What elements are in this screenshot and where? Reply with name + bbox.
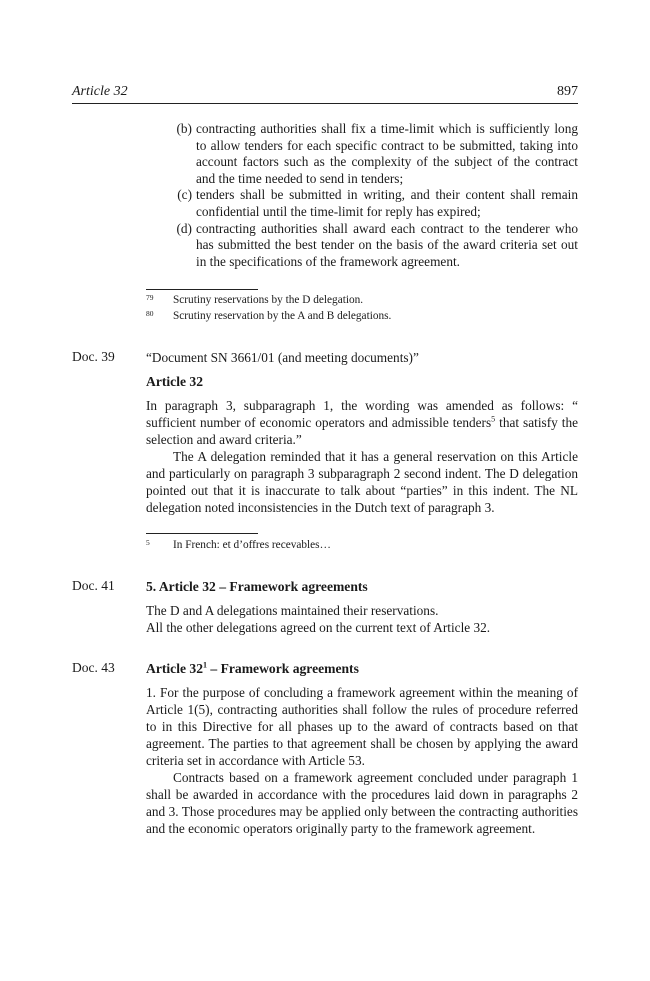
footnote-ref: 5 (491, 414, 496, 424)
doc43-heading-text-end: – Framework agreements (207, 661, 359, 676)
list-item-label: (d) (176, 220, 192, 236)
running-title: Article 32 (72, 84, 128, 99)
doc39-p1-text: In paragraph 3, subparagraph 1, the wording was amended as follows: “ sufficient number of economic operators and admissible tenders (146, 398, 578, 430)
page-number: 897 (557, 84, 578, 99)
doc41-line-1: The D and A delegations maintained their reservations. (146, 603, 439, 618)
enumerated-list (146, 121, 578, 270)
footnote-rule (146, 533, 258, 534)
footnote-number: 5 (146, 538, 150, 547)
doc43-heading-text: Article 32 (146, 661, 203, 676)
footnote-number: 79 (146, 293, 154, 302)
doc41-heading: 5. Article 32 – Framework agreements (146, 579, 368, 594)
list-item (146, 221, 578, 271)
list-item (146, 121, 578, 187)
footnote-text: Scrutiny reservations by the D delegation. (173, 294, 364, 306)
doc-label: Doc. 43 (72, 660, 115, 675)
footnote (146, 293, 578, 308)
doc43-section (146, 660, 578, 837)
doc-label: Doc. 41 (72, 578, 115, 593)
doc39-heading: Article 32 (146, 374, 203, 389)
doc41-section (146, 578, 578, 636)
doc43-paragraph-1: 1. For the purpose of concluding a framework agreement within the meaning of Article 1(5), contracting authorities shall follow the rules of procedure referred to in this Directive for all phases up to the award of contracts based on that agreement. The parties to that agreement shall be chosen by applying the award criteria set in accordance with Article 53. (146, 685, 578, 768)
doc39-section (146, 349, 578, 516)
doc-label: Doc. 39 (72, 349, 115, 364)
doc43-heading (146, 660, 578, 677)
footnote (146, 309, 578, 324)
doc39-paragraph-2: The A delegation reminded that it has a general reservation on this Article and particularly on paragraph 3 subparagraph 2 second indent. The D delegation pointed out that it is inaccurate to talk about “parties” in this indent. The NL delegation noted inconsistencies in the Dutch text of paragraph 3. (146, 449, 578, 515)
doc41-line-2: All the other delegations agreed on the current text of Article 32. (146, 620, 491, 635)
running-header (72, 84, 578, 104)
list-item-text: tenders shall be submitted in writing, and their content shall remain confidential until the time-limit for reply has expired; (196, 187, 578, 219)
footnote-text: Scrutiny reservation by the A and B delegations. (173, 310, 392, 322)
doc39-p1-text-end: that satisfy the selection and award criteria.” (146, 415, 578, 447)
footnote-ref: 1 (203, 660, 207, 670)
doc39-quote: “Document SN 3661/01 (and meeting documents)” (146, 350, 419, 365)
list-item (146, 187, 578, 220)
footnote-number: 80 (146, 309, 154, 318)
list-item-label: (c) (177, 187, 192, 203)
doc39-paragraph-1 (146, 397, 578, 448)
doc43-paragraph-2: Contracts based on a framework agreement concluded under paragraph 1 shall be awarded in accordance with the procedures laid down in paragraphs 2 and 3. Those procedures may be applied only between the contracting authorities and the economic operators originally party to the framework agreement. (146, 770, 578, 836)
list-item-text: contracting authorities shall award each contract to the tenderer who has submitted the best tender on the basis of the award criteria set out in the specifications of the framework agreement. (196, 220, 578, 269)
list-item-text: contracting authorities shall fix a time-limit which is sufficiently long to allow tenders for each specific contract to be submitted, taking into account factors such as the complexity of the subject of the contract and the time needed to send in tenders; (196, 121, 578, 186)
footnote (146, 538, 578, 553)
list-item-label: (b) (176, 121, 192, 136)
footnote-text: In French: et d’offres recevables… (173, 539, 331, 551)
